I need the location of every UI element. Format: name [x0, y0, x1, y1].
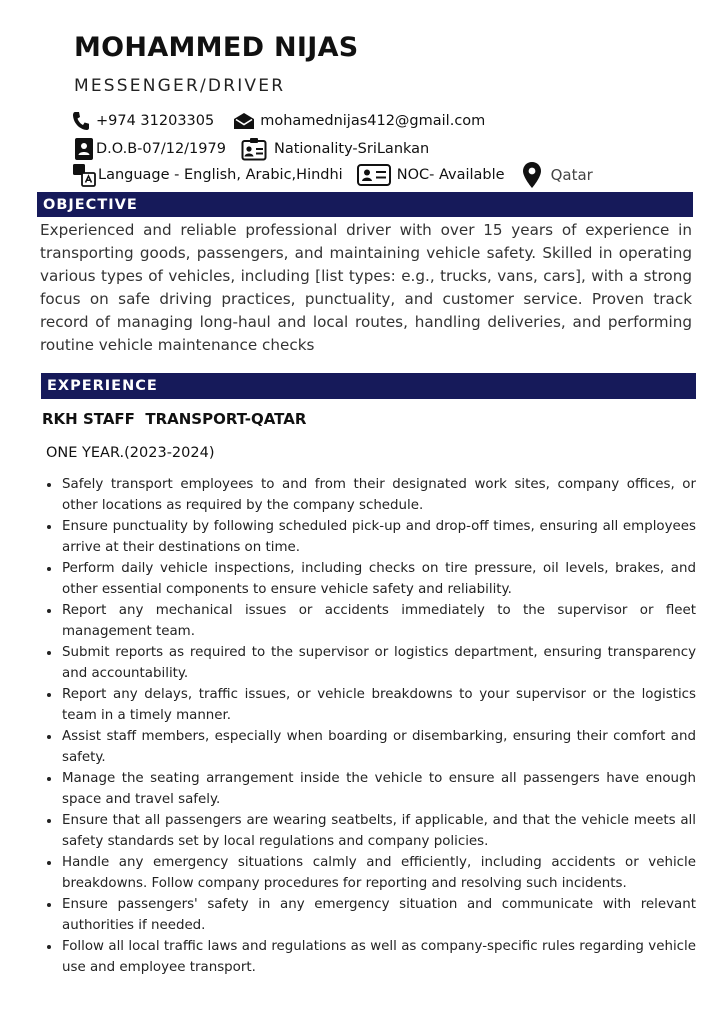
employment-period: ONE YEAR.(2023-2024) — [46, 445, 215, 461]
duty-text: Ensure passengers' safety in any emergency situation and communicate with relevant authorities if needed. — [62, 897, 696, 933]
bullet-icon — [47, 903, 51, 907]
list-item — [44, 558, 696, 600]
objective-heading: OBJECTIVE — [43, 196, 138, 213]
noc-status: NOC- Available — [396, 167, 505, 183]
duty-text: Ensure that all passengers are wearing seatbelts, if applicable, and that the vehicle meets all safety standards set by local regulations and company policies. — [62, 813, 696, 849]
contact-row-2 — [74, 137, 429, 161]
phone-item — [70, 110, 214, 132]
objective-heading-bar — [37, 192, 693, 217]
languages: Language - English, Arabic,Hindhi — [98, 167, 343, 183]
phone-number: +974 31203305 — [96, 113, 215, 129]
id-badge-icon — [240, 137, 268, 161]
objective-text: Experienced and reliable professional driver with over 15 years of experience in transporting goods, passengers, and maintaining vehicle safety. Skilled in operating various types of vehicles, including [list types: e.g., trucks, vans, cars], with a strong focus on safe driving practices, punctuality, and customer service. Proven track record of managing long-haul and local routes, handling deliveries, and performing routine vehicle maintenance checks — [40, 221, 692, 354]
list-item — [44, 516, 696, 558]
date-of-birth: D.O.B-07/12/1979 — [96, 141, 226, 157]
contact-row-1 — [70, 110, 485, 132]
list-item — [44, 726, 696, 768]
nationality-item — [240, 137, 429, 161]
location-item — [521, 161, 593, 189]
calendar-id-icon — [74, 138, 94, 160]
bullet-icon — [47, 861, 51, 865]
experience-heading-bar — [41, 373, 696, 399]
translate-icon — [72, 162, 96, 188]
id-card-icon — [357, 163, 391, 187]
duty-text: Assist staff members, especially when boarding or disembarking, ensuring their comfort and safety. — [62, 729, 696, 765]
bullet-icon — [47, 609, 51, 613]
company-name: RKH STAFF TRANSPORT-QATAR — [42, 410, 307, 428]
language-item — [72, 162, 343, 188]
nationality: Nationality-SriLankan — [273, 141, 430, 157]
contact-row-3 — [72, 161, 593, 189]
list-item — [44, 894, 696, 936]
email-address: mohamednijas412@gmail.com — [260, 113, 486, 129]
duty-text: Follow all local traffic laws and regulations as well as company-specific rules regarding vehicle use and employee transport. — [62, 939, 696, 975]
bullet-icon — [47, 945, 51, 949]
duty-text: Report any mechanical issues or accidents immediately to the supervisor or fleet management team. — [62, 603, 696, 639]
list-item — [44, 684, 696, 726]
duty-text: Safely transport employees to and from their designated work sites, company offices, or other locations as required by the company schedule. — [62, 477, 696, 513]
dob-item — [74, 138, 226, 160]
bullet-icon — [47, 525, 51, 529]
list-item — [44, 642, 696, 684]
bullet-icon — [47, 777, 51, 781]
list-item — [44, 852, 696, 894]
bullet-icon — [47, 693, 51, 697]
bullet-icon — [47, 651, 51, 655]
duty-text: Ensure punctuality by following scheduled pick-up and drop-off times, ensuring all employees arrive at their destinations on time. — [62, 519, 696, 555]
email-item — [232, 110, 485, 132]
noc-item — [357, 163, 505, 187]
bullet-icon — [47, 819, 51, 823]
duty-text: Perform daily vehicle inspections, including checks on tire pressure, oil levels, brakes, and other essential components to ensure vehicle safety and reliability. — [62, 561, 696, 597]
list-item — [44, 768, 696, 810]
bullet-icon — [47, 483, 51, 487]
bullet-icon — [47, 567, 51, 571]
list-item — [44, 936, 696, 978]
duties-list — [44, 474, 696, 978]
location: Qatar — [550, 166, 593, 184]
bullet-icon — [47, 735, 51, 739]
duty-text: Manage the seating arrangement inside the vehicle to ensure all passengers have enough space and travel safely. — [62, 771, 696, 807]
list-item — [44, 810, 696, 852]
candidate-name: MOHAMMED NIJAS — [74, 32, 359, 63]
job-title: MESSENGER/DRIVER — [74, 76, 286, 96]
list-item — [44, 474, 696, 516]
duty-text: Report any delays, traffic issues, or vehicle breakdowns to your supervisor or the logistics team in a timely manner. — [62, 687, 696, 723]
envelope-icon — [232, 110, 256, 132]
experience-heading: EXPERIENCE — [47, 378, 158, 394]
duty-text: Submit reports as required to the supervisor or logistics department, ensuring transparency and accountability. — [62, 645, 696, 681]
list-item — [44, 600, 696, 642]
map-pin-icon — [521, 161, 543, 189]
duty-text: Handle any emergency situations calmly and efficiently, including accidents or vehicle breakdowns. Follow company procedures for reporting and resolving such incidents. — [62, 855, 696, 891]
phone-icon — [70, 110, 92, 132]
